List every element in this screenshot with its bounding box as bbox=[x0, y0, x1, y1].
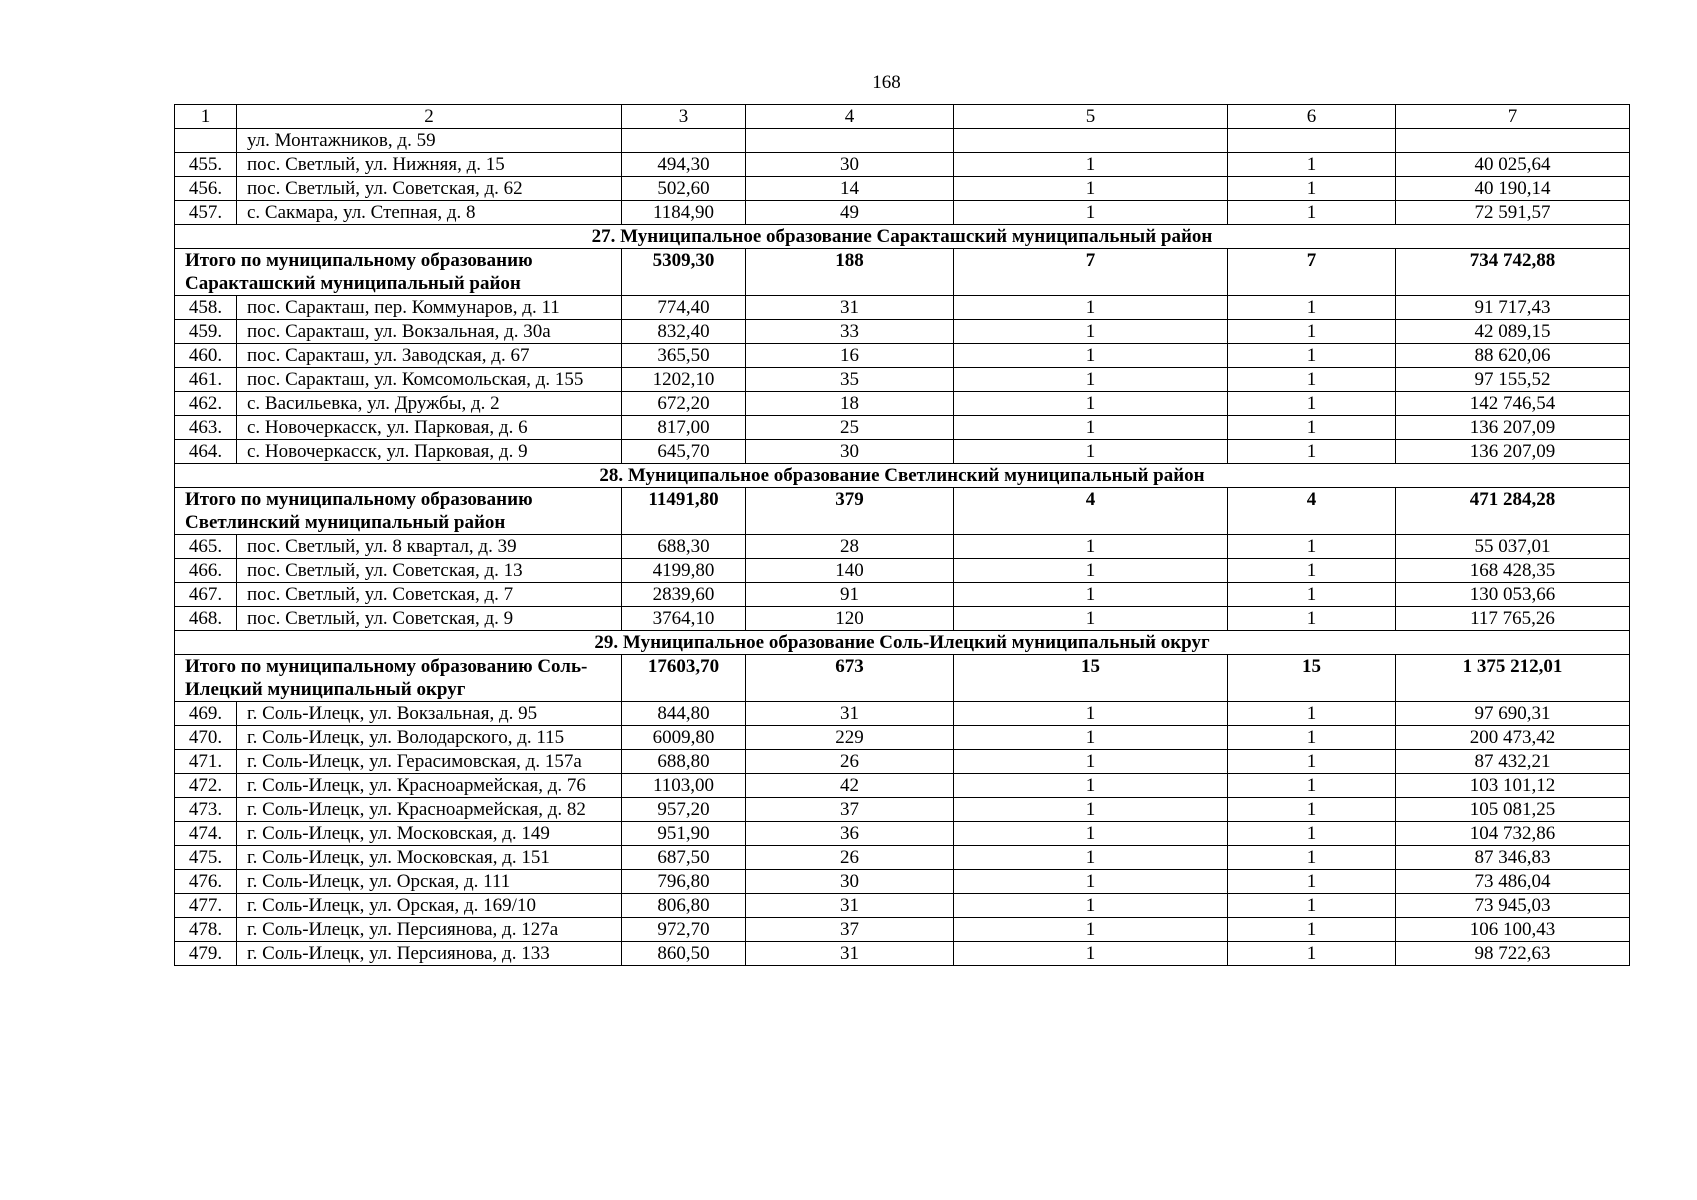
col6-cell: 1 bbox=[1228, 440, 1396, 464]
row-number: 460. bbox=[175, 344, 237, 368]
table-row bbox=[175, 559, 1630, 583]
header-cell: 3 bbox=[622, 105, 746, 129]
amount-cell: 40 190,14 bbox=[1396, 177, 1630, 201]
address-cell: г. Соль-Илецк, ул. Московская, д. 149 bbox=[237, 822, 622, 846]
count-cell: 120 bbox=[746, 607, 954, 631]
col5-cell: 1 bbox=[954, 177, 1228, 201]
col5-cell: 1 bbox=[954, 702, 1228, 726]
col5-cell: 1 bbox=[954, 416, 1228, 440]
row-number: 470. bbox=[175, 726, 237, 750]
col5-cell: 1 bbox=[954, 583, 1228, 607]
total-label: Итого по муниципальному образованию Саракташский муниципальный район bbox=[175, 249, 622, 296]
count-cell: 14 bbox=[746, 177, 954, 201]
section-title: 27. Муниципальное образование Саракташский муниципальный район bbox=[175, 225, 1630, 249]
area-cell bbox=[622, 129, 746, 153]
row-number: 477. bbox=[175, 894, 237, 918]
address-cell: пос. Светлый, ул. Советская, д. 7 bbox=[237, 583, 622, 607]
col6-cell: 1 bbox=[1228, 774, 1396, 798]
col6-cell: 1 bbox=[1228, 201, 1396, 225]
row-number: 458. bbox=[175, 296, 237, 320]
area-cell: 957,20 bbox=[622, 798, 746, 822]
header-cell: 4 bbox=[746, 105, 954, 129]
area-cell: 6009,80 bbox=[622, 726, 746, 750]
area-cell: 502,60 bbox=[622, 177, 746, 201]
col6-cell: 1 bbox=[1228, 583, 1396, 607]
header-cell: 5 bbox=[954, 105, 1228, 129]
amount-cell: 88 620,06 bbox=[1396, 344, 1630, 368]
area-cell: 774,40 bbox=[622, 296, 746, 320]
table-row bbox=[175, 440, 1630, 464]
row-number bbox=[175, 129, 237, 153]
table-row bbox=[175, 870, 1630, 894]
amount-cell: 106 100,43 bbox=[1396, 918, 1630, 942]
col5-cell: 1 bbox=[954, 320, 1228, 344]
amount-cell: 55 037,01 bbox=[1396, 535, 1630, 559]
table-row bbox=[175, 201, 1630, 225]
table-row bbox=[175, 846, 1630, 870]
total-row bbox=[175, 655, 1630, 702]
address-cell: пос. Светлый, ул. Советская, д. 62 bbox=[237, 177, 622, 201]
table-row bbox=[175, 702, 1630, 726]
amount-cell: 103 101,12 bbox=[1396, 774, 1630, 798]
area-cell: 5309,30 bbox=[622, 249, 746, 296]
amount-cell: 117 765,26 bbox=[1396, 607, 1630, 631]
amount-cell bbox=[1396, 129, 1630, 153]
header-row bbox=[175, 105, 1630, 129]
area-cell: 972,70 bbox=[622, 918, 746, 942]
col5-cell: 7 bbox=[954, 249, 1228, 296]
col6-cell: 1 bbox=[1228, 726, 1396, 750]
table-row bbox=[175, 368, 1630, 392]
amount-cell: 87 432,21 bbox=[1396, 750, 1630, 774]
col5-cell: 1 bbox=[954, 344, 1228, 368]
address-cell: с. Васильевка, ул. Дружбы, д. 2 bbox=[237, 392, 622, 416]
amount-cell: 136 207,09 bbox=[1396, 416, 1630, 440]
address-cell: г. Соль-Илецк, ул. Герасимовская, д. 157а bbox=[237, 750, 622, 774]
area-cell: 3764,10 bbox=[622, 607, 746, 631]
col5-cell: 1 bbox=[954, 798, 1228, 822]
address-cell: с. Новочеркасск, ул. Парковая, д. 6 bbox=[237, 416, 622, 440]
table-row bbox=[175, 918, 1630, 942]
amount-cell: 73 945,03 bbox=[1396, 894, 1630, 918]
table-row bbox=[175, 344, 1630, 368]
count-cell: 33 bbox=[746, 320, 954, 344]
address-cell: пос. Светлый, ул. Нижняя, д. 15 bbox=[237, 153, 622, 177]
col6-cell: 1 bbox=[1228, 320, 1396, 344]
row-number: 457. bbox=[175, 201, 237, 225]
col5-cell: 1 bbox=[954, 535, 1228, 559]
col6-cell: 1 bbox=[1228, 535, 1396, 559]
area-cell: 688,30 bbox=[622, 535, 746, 559]
amount-cell: 130 053,66 bbox=[1396, 583, 1630, 607]
area-cell: 1103,00 bbox=[622, 774, 746, 798]
table-row bbox=[175, 320, 1630, 344]
count-cell: 28 bbox=[746, 535, 954, 559]
total-row bbox=[175, 488, 1630, 535]
address-cell: пос. Саракташ, пер. Коммунаров, д. 11 bbox=[237, 296, 622, 320]
area-cell: 806,80 bbox=[622, 894, 746, 918]
page-number: 168 bbox=[872, 72, 901, 93]
col5-cell: 1 bbox=[954, 296, 1228, 320]
row-number: 467. bbox=[175, 583, 237, 607]
row-number: 473. bbox=[175, 798, 237, 822]
header-cell: 6 bbox=[1228, 105, 1396, 129]
table-row bbox=[175, 894, 1630, 918]
count-cell: 42 bbox=[746, 774, 954, 798]
header-cell: 2 bbox=[237, 105, 622, 129]
amount-cell: 40 025,64 bbox=[1396, 153, 1630, 177]
address-cell: с. Сакмара, ул. Степная, д. 8 bbox=[237, 201, 622, 225]
area-cell: 687,50 bbox=[622, 846, 746, 870]
address-cell: с. Новочеркасск, ул. Парковая, д. 9 bbox=[237, 440, 622, 464]
col5-cell: 1 bbox=[954, 607, 1228, 631]
col6-cell: 1 bbox=[1228, 416, 1396, 440]
count-cell: 31 bbox=[746, 702, 954, 726]
amount-cell: 136 207,09 bbox=[1396, 440, 1630, 464]
col6-cell: 1 bbox=[1228, 296, 1396, 320]
count-cell: 188 bbox=[746, 249, 954, 296]
address-cell: пос. Светлый, ул. Советская, д. 9 bbox=[237, 607, 622, 631]
col5-cell: 1 bbox=[954, 774, 1228, 798]
count-cell: 37 bbox=[746, 798, 954, 822]
col6-cell: 4 bbox=[1228, 488, 1396, 535]
col5-cell: 1 bbox=[954, 942, 1228, 966]
address-cell: пос. Саракташ, ул. Вокзальная, д. 30а bbox=[237, 320, 622, 344]
table-row bbox=[175, 177, 1630, 201]
amount-cell: 104 732,86 bbox=[1396, 822, 1630, 846]
address-cell: пос. Светлый, ул. Советская, д. 13 bbox=[237, 559, 622, 583]
area-cell: 4199,80 bbox=[622, 559, 746, 583]
col5-cell bbox=[954, 129, 1228, 153]
amount-cell: 105 081,25 bbox=[1396, 798, 1630, 822]
col6-cell: 1 bbox=[1228, 344, 1396, 368]
area-cell: 11491,80 bbox=[622, 488, 746, 535]
table-row bbox=[175, 822, 1630, 846]
address-cell: г. Соль-Илецк, ул. Орская, д. 111 bbox=[237, 870, 622, 894]
header-cell: 1 bbox=[175, 105, 237, 129]
row-number: 479. bbox=[175, 942, 237, 966]
col5-cell: 1 bbox=[954, 201, 1228, 225]
amount-cell: 142 746,54 bbox=[1396, 392, 1630, 416]
table-row bbox=[175, 416, 1630, 440]
col5-cell: 1 bbox=[954, 870, 1228, 894]
row-number: 461. bbox=[175, 368, 237, 392]
address-cell: пос. Саракташ, ул. Заводская, д. 67 bbox=[237, 344, 622, 368]
row-number: 475. bbox=[175, 846, 237, 870]
amount-cell: 97 690,31 bbox=[1396, 702, 1630, 726]
count-cell: 229 bbox=[746, 726, 954, 750]
row-number: 472. bbox=[175, 774, 237, 798]
table-row bbox=[175, 726, 1630, 750]
row-number: 478. bbox=[175, 918, 237, 942]
address-cell: пос. Светлый, ул. 8 квартал, д. 39 bbox=[237, 535, 622, 559]
count-cell: 31 bbox=[746, 894, 954, 918]
area-cell: 860,50 bbox=[622, 942, 746, 966]
col6-cell: 1 bbox=[1228, 894, 1396, 918]
area-cell: 17603,70 bbox=[622, 655, 746, 702]
section-row bbox=[175, 225, 1630, 249]
amount-cell: 471 284,28 bbox=[1396, 488, 1630, 535]
col5-cell: 1 bbox=[954, 846, 1228, 870]
total-label: Итого по муниципальному образованию Соль-Илецкий муниципальный округ bbox=[175, 655, 622, 702]
row-number: 474. bbox=[175, 822, 237, 846]
col5-cell: 1 bbox=[954, 726, 1228, 750]
table-row bbox=[175, 153, 1630, 177]
count-cell: 49 bbox=[746, 201, 954, 225]
address-cell: г. Соль-Илецк, ул. Персиянова, д. 127а bbox=[237, 918, 622, 942]
count-cell: 25 bbox=[746, 416, 954, 440]
col6-cell: 1 bbox=[1228, 607, 1396, 631]
col6-cell: 1 bbox=[1228, 702, 1396, 726]
amount-cell: 168 428,35 bbox=[1396, 559, 1630, 583]
count-cell: 91 bbox=[746, 583, 954, 607]
row-number: 463. bbox=[175, 416, 237, 440]
col6-cell: 1 bbox=[1228, 870, 1396, 894]
count-cell: 673 bbox=[746, 655, 954, 702]
col6-cell: 15 bbox=[1228, 655, 1396, 702]
amount-cell: 734 742,88 bbox=[1396, 249, 1630, 296]
row-number: 466. bbox=[175, 559, 237, 583]
amount-cell: 1 375 212,01 bbox=[1396, 655, 1630, 702]
amount-cell: 98 722,63 bbox=[1396, 942, 1630, 966]
count-cell: 16 bbox=[746, 344, 954, 368]
count-cell: 26 bbox=[746, 846, 954, 870]
col6-cell: 1 bbox=[1228, 846, 1396, 870]
row-number: 471. bbox=[175, 750, 237, 774]
area-cell: 796,80 bbox=[622, 870, 746, 894]
amount-cell: 73 486,04 bbox=[1396, 870, 1630, 894]
col5-cell: 1 bbox=[954, 440, 1228, 464]
row-number: 462. bbox=[175, 392, 237, 416]
address-cell: г. Соль-Илецк, ул. Московская, д. 151 bbox=[237, 846, 622, 870]
area-cell: 688,80 bbox=[622, 750, 746, 774]
area-cell: 817,00 bbox=[622, 416, 746, 440]
col5-cell: 1 bbox=[954, 894, 1228, 918]
table-row bbox=[175, 129, 1630, 153]
address-cell: г. Соль-Илецк, ул. Вокзальная, д. 95 bbox=[237, 702, 622, 726]
count-cell bbox=[746, 129, 954, 153]
address-cell: г. Соль-Илецк, ул. Персиянова, д. 133 bbox=[237, 942, 622, 966]
section-row bbox=[175, 464, 1630, 488]
count-cell: 30 bbox=[746, 870, 954, 894]
count-cell: 37 bbox=[746, 918, 954, 942]
section-title: 29. Муниципальное образование Соль-Илецкий муниципальный округ bbox=[175, 631, 1630, 655]
housing-table bbox=[174, 104, 1630, 966]
table-row bbox=[175, 583, 1630, 607]
row-number: 459. bbox=[175, 320, 237, 344]
table-row bbox=[175, 296, 1630, 320]
col5-cell: 15 bbox=[954, 655, 1228, 702]
col6-cell: 1 bbox=[1228, 822, 1396, 846]
col6-cell: 1 bbox=[1228, 559, 1396, 583]
area-cell: 951,90 bbox=[622, 822, 746, 846]
address-cell: г. Соль-Илецк, ул. Красноармейская, д. 76 bbox=[237, 774, 622, 798]
row-number: 476. bbox=[175, 870, 237, 894]
area-cell: 494,30 bbox=[622, 153, 746, 177]
col6-cell: 7 bbox=[1228, 249, 1396, 296]
col5-cell: 1 bbox=[954, 153, 1228, 177]
row-number: 455. bbox=[175, 153, 237, 177]
row-number: 456. bbox=[175, 177, 237, 201]
col6-cell bbox=[1228, 129, 1396, 153]
header-cell: 7 bbox=[1396, 105, 1630, 129]
area-cell: 645,70 bbox=[622, 440, 746, 464]
table-row bbox=[175, 942, 1630, 966]
row-number: 469. bbox=[175, 702, 237, 726]
col6-cell: 1 bbox=[1228, 918, 1396, 942]
table-row bbox=[175, 798, 1630, 822]
section-row bbox=[175, 631, 1630, 655]
count-cell: 31 bbox=[746, 942, 954, 966]
col6-cell: 1 bbox=[1228, 942, 1396, 966]
address-cell: ул. Монтажников, д. 59 bbox=[237, 129, 622, 153]
area-cell: 844,80 bbox=[622, 702, 746, 726]
area-cell: 2839,60 bbox=[622, 583, 746, 607]
col5-cell: 1 bbox=[954, 822, 1228, 846]
count-cell: 35 bbox=[746, 368, 954, 392]
area-cell: 832,40 bbox=[622, 320, 746, 344]
row-number: 465. bbox=[175, 535, 237, 559]
table-row bbox=[175, 392, 1630, 416]
address-cell: г. Соль-Илецк, ул. Красноармейская, д. 82 bbox=[237, 798, 622, 822]
row-number: 464. bbox=[175, 440, 237, 464]
table-row bbox=[175, 750, 1630, 774]
address-cell: г. Соль-Илецк, ул. Володарского, д. 115 bbox=[237, 726, 622, 750]
count-cell: 18 bbox=[746, 392, 954, 416]
total-label: Итого по муниципальному образованию Светлинский муниципальный район bbox=[175, 488, 622, 535]
amount-cell: 72 591,57 bbox=[1396, 201, 1630, 225]
col5-cell: 1 bbox=[954, 559, 1228, 583]
address-cell: пос. Саракташ, ул. Комсомольская, д. 155 bbox=[237, 368, 622, 392]
col6-cell: 1 bbox=[1228, 368, 1396, 392]
amount-cell: 42 089,15 bbox=[1396, 320, 1630, 344]
count-cell: 26 bbox=[746, 750, 954, 774]
area-cell: 365,50 bbox=[622, 344, 746, 368]
amount-cell: 87 346,83 bbox=[1396, 846, 1630, 870]
count-cell: 30 bbox=[746, 440, 954, 464]
amount-cell: 200 473,42 bbox=[1396, 726, 1630, 750]
count-cell: 379 bbox=[746, 488, 954, 535]
table-row bbox=[175, 774, 1630, 798]
table-row bbox=[175, 535, 1630, 559]
section-title: 28. Муниципальное образование Светлинский муниципальный район bbox=[175, 464, 1630, 488]
col6-cell: 1 bbox=[1228, 177, 1396, 201]
total-row bbox=[175, 249, 1630, 296]
col5-cell: 1 bbox=[954, 392, 1228, 416]
count-cell: 36 bbox=[746, 822, 954, 846]
amount-cell: 97 155,52 bbox=[1396, 368, 1630, 392]
col5-cell: 1 bbox=[954, 368, 1228, 392]
area-cell: 672,20 bbox=[622, 392, 746, 416]
address-cell: г. Соль-Илецк, ул. Орская, д. 169/10 bbox=[237, 894, 622, 918]
col6-cell: 1 bbox=[1228, 798, 1396, 822]
count-cell: 140 bbox=[746, 559, 954, 583]
area-cell: 1184,90 bbox=[622, 201, 746, 225]
col5-cell: 1 bbox=[954, 918, 1228, 942]
row-number: 468. bbox=[175, 607, 237, 631]
col5-cell: 1 bbox=[954, 750, 1228, 774]
col6-cell: 1 bbox=[1228, 750, 1396, 774]
table-row bbox=[175, 607, 1630, 631]
count-cell: 31 bbox=[746, 296, 954, 320]
col5-cell: 4 bbox=[954, 488, 1228, 535]
count-cell: 30 bbox=[746, 153, 954, 177]
area-cell: 1202,10 bbox=[622, 368, 746, 392]
amount-cell: 91 717,43 bbox=[1396, 296, 1630, 320]
col6-cell: 1 bbox=[1228, 153, 1396, 177]
col6-cell: 1 bbox=[1228, 392, 1396, 416]
